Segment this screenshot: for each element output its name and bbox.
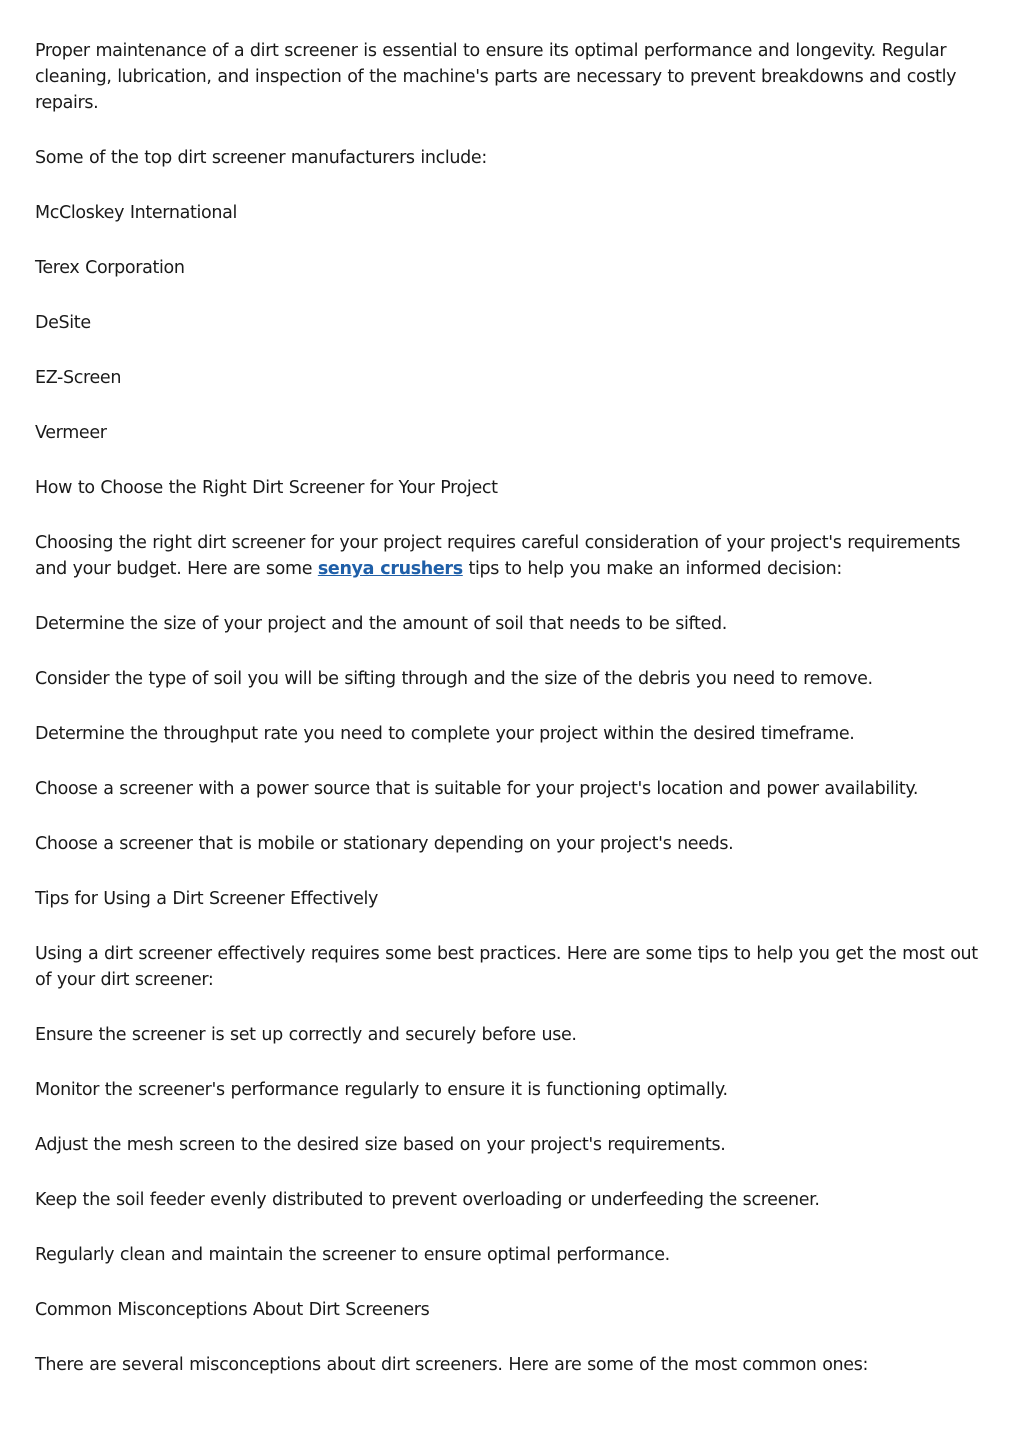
- choose-tip-item: Determine the throughput rate you need to complete your project within the desired timeframe.: [35, 724, 855, 744]
- choose-intro-text-end: tips to help you make an informed decision:: [462, 559, 842, 579]
- document-body: [35, 38, 995, 1378]
- manufacturer-item: Vermeer: [35, 423, 107, 443]
- choose-tip-item: Choose a screener that is mobile or stationary depending on your project's needs.: [35, 834, 734, 854]
- manufacturer-item: EZ-Screen: [35, 368, 122, 388]
- choose-tip-item: Determine the size of your project and the amount of soil that needs to be sifted.: [35, 614, 727, 634]
- tips-intro-paragraph: Using a dirt screener effectively requires some best practices. Here are some tips to help you get the most out of your dirt screener:: [35, 944, 978, 990]
- choose-tip-item: Choose a screener with a power source that is suitable for your project's location and power availability.: [35, 779, 919, 799]
- choose-intro-paragraph: [35, 530, 995, 582]
- manufacturer-item: Terex Corporation: [35, 258, 185, 278]
- manufacturer-item: McCloskey International: [35, 203, 237, 223]
- section-heading-choose: How to Choose the Right Dirt Screener for Your Project: [35, 478, 498, 498]
- section-heading-tips: Tips for Using a Dirt Screener Effectively: [35, 889, 379, 909]
- misconceptions-intro: There are several misconceptions about dirt screeners. Here are some of the most common ones:: [35, 1355, 869, 1375]
- usage-tip-item: Monitor the screener's performance regularly to ensure it is functioning optimally.: [35, 1080, 728, 1100]
- usage-tip-item: Adjust the mesh screen to the desired size based on your project's requirements.: [35, 1135, 726, 1155]
- maintenance-paragraph: Proper maintenance of a dirt screener is essential to ensure its optimal performance and longevity. Regular cleaning, lubrication, and inspection of the machine's parts are necessary to prevent breakdowns and costly repairs.: [35, 41, 957, 113]
- usage-tip-item: Regularly clean and maintain the screener to ensure optimal performance.: [35, 1245, 670, 1265]
- section-heading-misconceptions: Common Misconceptions About Dirt Screeners: [35, 1300, 430, 1320]
- choose-tip-item: Consider the type of soil you will be sifting through and the size of the debris you need to remove.: [35, 669, 873, 689]
- senya-crushers-link[interactable]: senya crushers: [317, 559, 463, 579]
- manufacturers-intro: Some of the top dirt screener manufacturers include:: [35, 148, 487, 168]
- choose-intro-text: Choosing the right dirt screener for your project requires careful consideration of your project's requirements and your budget. Here are some: [35, 533, 961, 579]
- manufacturer-item: DeSite: [35, 313, 91, 333]
- usage-tip-item: Ensure the screener is set up correctly and securely before use.: [35, 1025, 577, 1045]
- usage-tip-item: Keep the soil feeder evenly distributed to prevent overloading or underfeeding the screener.: [35, 1190, 820, 1210]
